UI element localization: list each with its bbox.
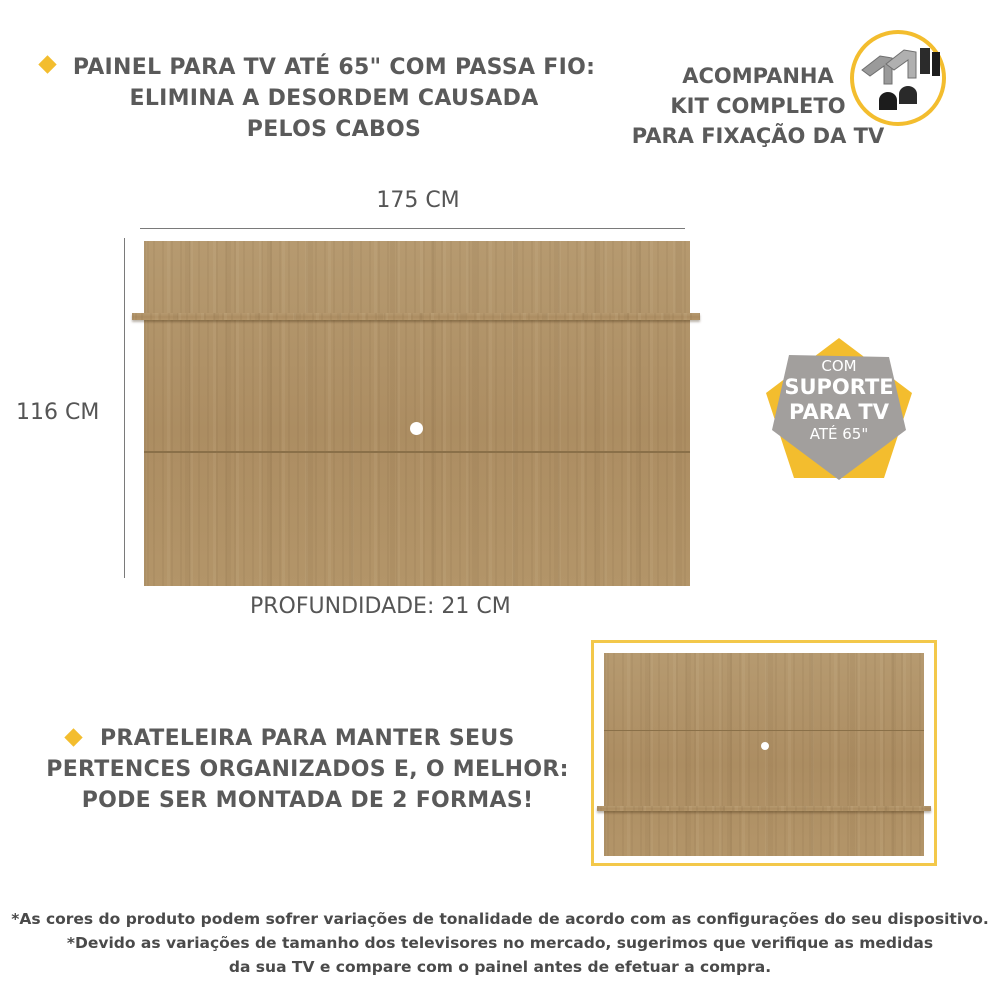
footnotes (0, 907, 1000, 979)
feature-top-line: PELOS CABOS (246, 117, 422, 142)
feature-bottom-line: PERTENCES ORGANIZADOS E, O MELHOR: (46, 757, 569, 782)
width-dimension-label: 175 CM (376, 188, 460, 213)
feature-top-text (40, 52, 600, 145)
height-dimension-line (124, 238, 125, 578)
badge-line-ate-65: ATÉ 65" (809, 425, 869, 443)
tv-panel (144, 241, 690, 586)
footnote-line: da sua TV e compare com o painel antes de efetuar a compra. (228, 958, 772, 976)
tv-support-badge (764, 335, 914, 485)
cable-hole (761, 742, 769, 750)
panel-seam (144, 451, 690, 453)
cable-hole (410, 422, 423, 435)
feature-top-line: PAINEL PARA TV ATÉ 65" COM PASSA FIO: (72, 55, 596, 80)
feature-bottom-line: PODE SER MONTADA DE 2 FORMAS! (81, 788, 534, 813)
kit-line: KIT COMPLETO (670, 94, 846, 118)
badge-line-suporte: SUPORTE (784, 375, 894, 399)
panel-seam (604, 730, 924, 731)
alternate-tv-panel (604, 653, 924, 856)
badge-line-com: COM (821, 357, 857, 375)
footnote-line: *As cores do produto podem sofrer variações de tonalidade de acordo com as configurações do seu dispositivo. (11, 910, 989, 928)
height-dimension-label: 116 CM (16, 400, 100, 425)
badge-text (764, 357, 914, 443)
footnote-line: *Devido as variações de tamanho dos televisores no mercado, sugerimos que verifique as medidas (66, 934, 934, 952)
badge-line-para-tv: PARA TV (788, 400, 890, 424)
mounting-kit-icon (848, 28, 948, 128)
depth-label: PROFUNDIDADE: 21 CM (250, 594, 511, 619)
alternate-mount-frame (591, 640, 937, 866)
tv-shelf (132, 313, 700, 320)
kit-line: PARA FIXAÇÃO DA TV (631, 124, 885, 148)
alternate-shelf (597, 806, 931, 811)
feature-top-line: ELIMINA A DESORDEM CAUSADA (129, 86, 539, 111)
width-dimension-line (140, 228, 685, 229)
feature-bottom-text (40, 723, 575, 816)
feature-bottom-line: PRATELEIRA PARA MANTER SEUS (100, 726, 515, 751)
kit-line: ACOMPANHA (682, 64, 834, 88)
